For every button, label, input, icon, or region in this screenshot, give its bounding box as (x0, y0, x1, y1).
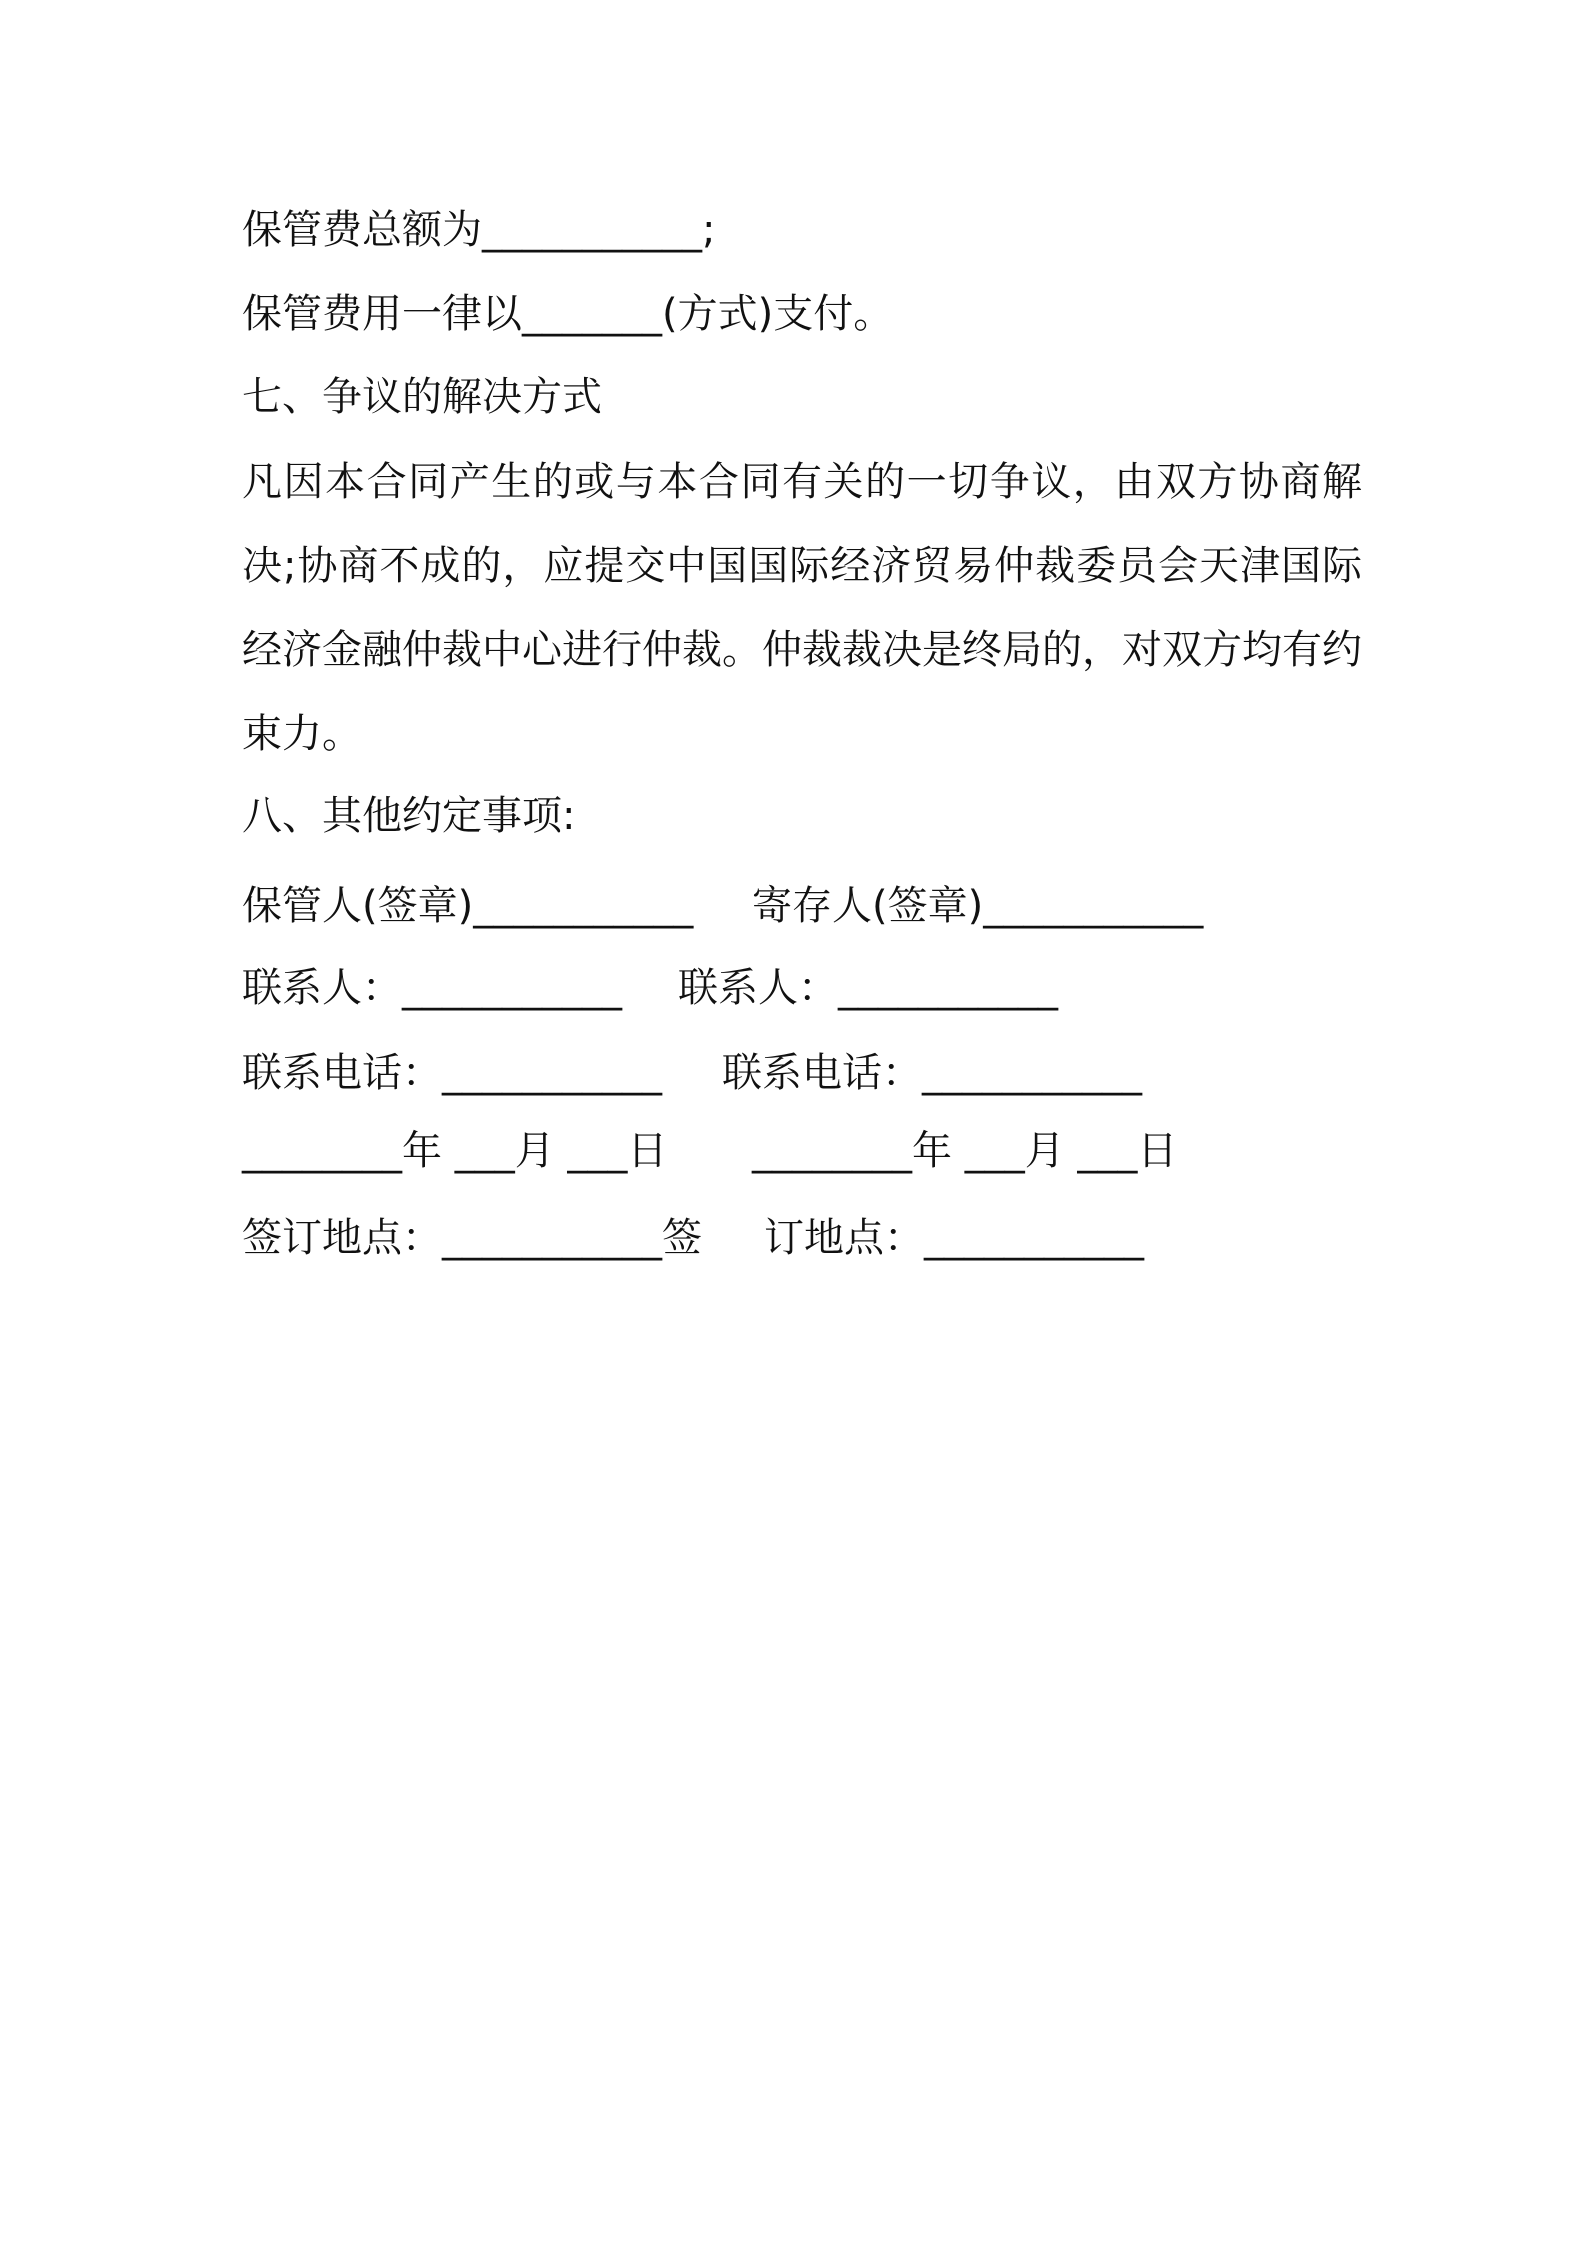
fee-total-line: 保管费总额为___________; (242, 207, 716, 253)
section7-body (242, 440, 1362, 776)
phone-right-line: 联系电话：___________ (722, 1050, 1142, 1096)
fee-method-line: 保管费用一律以_______(方式)支付。 (242, 291, 894, 337)
depositor-sign-line: 寄存人(签章)___________ (752, 883, 1204, 929)
custodian-sign-line: 保管人(签章)___________ (242, 883, 694, 929)
contact-left-line: 联系人：___________ (242, 965, 622, 1011)
phone-left-line: 联系电话：___________ (242, 1050, 662, 1096)
section7-paragraph: 凡因本合同产生的或与本合同有关的一切争议，由双方协商解决;协商不成的，应提交中国国际经济贸易仲裁委员会天津国际经济金融仲裁中心进行仲裁。仲裁裁决是终局的，对双方均有约束力。 (242, 459, 1362, 757)
date-left-line: ________年 ___月 ___日 (242, 1128, 668, 1174)
contact-right-line: 联系人：___________ (678, 965, 1058, 1011)
section8-heading: 八、其他约定事项: (242, 793, 576, 839)
place-right-line: 订地点：___________ (764, 1215, 1144, 1261)
date-right-line: ________年 ___月 ___日 (752, 1128, 1178, 1174)
section7-heading: 七、争议的解决方式 (242, 374, 602, 420)
place-left-line: 签订地点：___________签 (242, 1215, 702, 1261)
